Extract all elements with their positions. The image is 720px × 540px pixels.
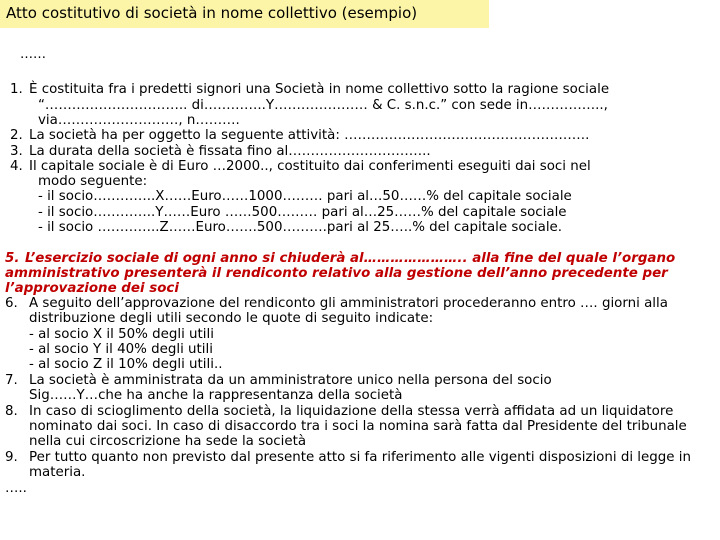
article-8-line-2: nominato dai soci. In caso di disaccordo tra i soci la nomina sarà fatta dal Presidente del tribunale	[29, 419, 687, 434]
article-4-line-4: - il socio…………..Y……Euro ……500……… pari al…25……% del capitale sociale	[38, 205, 567, 220]
article-5-line-2: amministrativo presenterà il rendiconto relativo alla gestione dell’anno precedente per	[5, 266, 668, 281]
article-9-number: 9.	[5, 450, 18, 465]
article-6-line-5: - al socio Z il 10% degli utili..	[29, 357, 223, 372]
article-4-number: 4.	[10, 159, 23, 174]
opening-ellipsis: ……	[20, 47, 46, 62]
article-1-line-2: “………………………….. di…………..Y………………… & C. s.n.c.” con sede in……………..,	[38, 98, 608, 113]
article-4-line-1: Il capitale sociale è di Euro …2000.., costituito dai conferimenti eseguiti dai soci nel	[29, 159, 591, 174]
article-5-number: 5.	[5, 251, 20, 266]
article-4-line-2: modo seguente:	[38, 174, 148, 189]
article-4-line-5: - il socio …………..Z……Euro…….500……….pari al 25…..% del capitale sociale.	[38, 220, 563, 235]
article-6-line-2: distribuzione degli utili secondo le quote di seguito indicate:	[29, 311, 434, 326]
article-3-number: 3.	[10, 144, 23, 159]
closing-ellipsis: …..	[5, 481, 27, 496]
article-5-line-3: l’approvazione dei soci	[5, 281, 179, 296]
article-6-line-1: A seguito dell’approvazione del rendiconto gli amministratori procederanno entro …. giorni alla	[29, 296, 668, 311]
article-4-line-3: - il socio…………..X……Euro……1000……… pari al…50……% del capitale sociale	[38, 189, 572, 204]
article-1-line-3: via………………………, n……….	[38, 113, 240, 128]
article-9-line-2: materia.	[29, 465, 86, 480]
article-8-number: 8.	[5, 404, 18, 419]
article-1-number: 1.	[10, 82, 23, 97]
article-7-number: 7.	[5, 373, 18, 388]
article-2-number: 2.	[10, 128, 23, 143]
article-2-line-1: La società ha per oggetto la seguente attività: ……………………………………………….	[29, 128, 590, 143]
article-8-line-1: In caso di scioglimento della società, la liquidazione della stessa verrà affidata ad un liquidatore	[29, 404, 674, 419]
document-title: Atto costitutivo di società in nome collettivo (esempio)	[6, 4, 418, 22]
article-8-line-3: nella cui circoscrizione ha sede la società	[29, 434, 307, 449]
article-1-line-1: È costituita fra i predetti signori una Società in nome collettivo sotto la ragione sociale	[29, 82, 610, 97]
article-5-line-1: L’esercizio sociale di ogni anno si chiuderà al………………….. alla fine del quale l’organo	[25, 251, 676, 266]
article-6-line-4: - al socio Y il 40% degli utili	[29, 342, 213, 357]
article-3-line-1: La durata della società è fissata fino al…………………………..	[29, 144, 431, 159]
article-6-line-3: - al socio X il 50% degli utili	[29, 327, 214, 342]
article-7-line-2: Sig……Y…che ha anche la rappresentanza della società	[29, 388, 403, 403]
article-6-number: 6.	[5, 296, 18, 311]
article-7-line-1: La società è amministrata da un amministratore unico nella persona del socio	[29, 373, 552, 388]
article-9-line-1: Per tutto quanto non previsto dal presente atto si fa riferimento alle vigenti disposizioni di legge in	[29, 450, 691, 465]
